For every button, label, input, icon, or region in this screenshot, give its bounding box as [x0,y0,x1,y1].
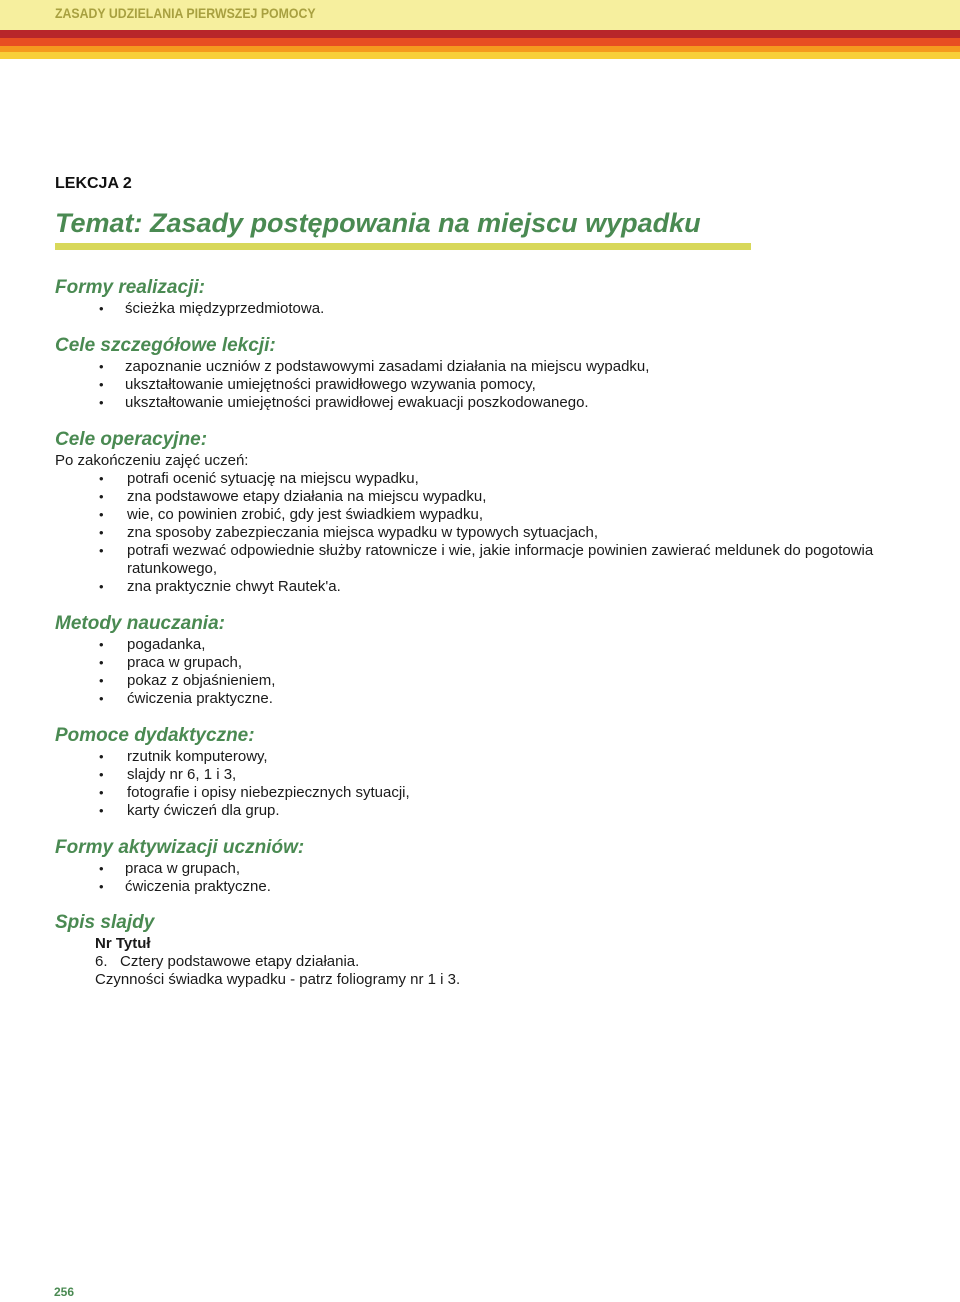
list-item: • wie, co powinien zrobić, gdy jest świadkiem wypadku, [99,506,483,523]
bullet-icon: • [99,489,104,504]
list-item: • praca w grupach, [99,860,241,877]
section-heading: Spis slajdy [55,912,155,933]
list-item: • zna praktycznie chwyt Rautek'a. [99,578,341,595]
stripe-red [0,30,960,38]
bullet-list [55,470,915,596]
bullet-icon: • [99,579,104,594]
bullet-icon: • [99,879,104,894]
list-item: • slajdy nr 6, 1 i 3, [99,766,237,783]
bullet-icon: • [99,507,104,522]
section-aktywizacja [55,836,915,896]
slide-entry: 6. Cztery podstawowe etapy działania. [95,953,360,970]
bullet-icon: • [99,637,104,652]
list-item: • ścieżka międzyprzedmiotowa. [99,300,325,317]
slides-column-header: Nr Tytuł [95,935,151,952]
section-cele-operacyjne [55,428,915,596]
bullet-icon: • [99,861,104,876]
bullet-icon: • [99,301,104,316]
bullet-list [55,300,915,318]
section-heading: Cele szczegółowe lekcji: [55,335,276,356]
section-heading: Cele operacyjne: [55,429,208,450]
list-item: • karty ćwiczeń dla grup. [99,802,280,819]
list-item: • zna podstawowe etapy działania na miejscu wypadku, [99,488,487,505]
list-item: • zapoznanie uczniów z podstawowymi zasadami działania na miejscu wypadku, [99,358,650,375]
list-item: • ukształtowanie umiejętności prawidłowej ewakuacji poszkodowanego. [99,394,589,411]
stripe-yellow [0,52,960,59]
bullet-icon: • [99,359,104,374]
bullet-icon: • [99,525,104,540]
running-header: ZASADY UDZIELANIA PIERWSZEJ POMOCY [55,5,316,21]
list-item: • ćwiczenia praktyczne. [99,690,273,707]
list-item: • pokaz z objaśnieniem, [99,672,276,689]
bullet-icon: • [99,673,104,688]
lesson-label: LEKCJA 2 [55,175,132,192]
section-formy [55,276,915,318]
section-spis-slajdy [55,911,915,989]
list-item: • potrafi wezwać odpowiednie służby ratownicze i wie, jakie informacje powinien zawierać meldunek do pogotowia ratunkowego, [99,542,874,577]
page-number: 256 [54,1285,75,1299]
slides-list [55,935,915,989]
title-underline [55,243,751,250]
slide-note: Czynności świadka wypadku - patrz foliogramy nr 1 i 3. [95,971,461,988]
bullet-icon: • [99,749,104,764]
section-heading: Metody nauczania: [55,613,225,634]
stripe-orange [0,38,960,46]
bullet-icon: • [99,655,104,670]
section-metody [55,612,915,708]
section-heading: Formy aktywizacji uczniów: [55,837,305,858]
list-item: • ćwiczenia praktyczne. [99,878,271,895]
section-pomoce [55,724,915,820]
bullet-icon: • [99,471,104,486]
section-heading: Pomoce dydaktyczne: [55,725,255,746]
bullet-icon: • [99,767,104,782]
list-item: • potrafi ocenić sytuację na miejscu wypadku, [99,470,419,487]
bullet-list [55,636,915,708]
bullet-list [55,358,915,412]
bullet-icon: • [99,543,104,558]
bullet-list [55,860,915,896]
page-title: Temat: Zasady postępowania na miejscu wypadku [55,208,701,238]
section-cele-szczegolowe [55,334,915,412]
bullet-list [55,748,915,820]
bullet-icon: • [99,785,104,800]
bullet-icon: • [99,803,104,818]
bullet-icon: • [99,395,104,410]
list-item: • pogadanka, [99,636,206,653]
bullet-icon: • [99,691,104,706]
list-item: • zna sposoby zabezpieczania miejsca wypadku w typowych sytuacjach, [99,524,599,541]
section-heading: Formy realizacji: [55,277,205,298]
section-intro: Po zakończeniu zajęć uczeń: [55,452,249,469]
list-item: • fotografie i opisy niebezpiecznych sytuacji, [99,784,410,801]
list-item: • praca w grupach, [99,654,243,671]
list-item: • ukształtowanie umiejętności prawidłowego wzywania pomocy, [99,376,536,393]
bullet-icon: • [99,377,104,392]
list-item: • rzutnik komputerowy, [99,748,268,765]
